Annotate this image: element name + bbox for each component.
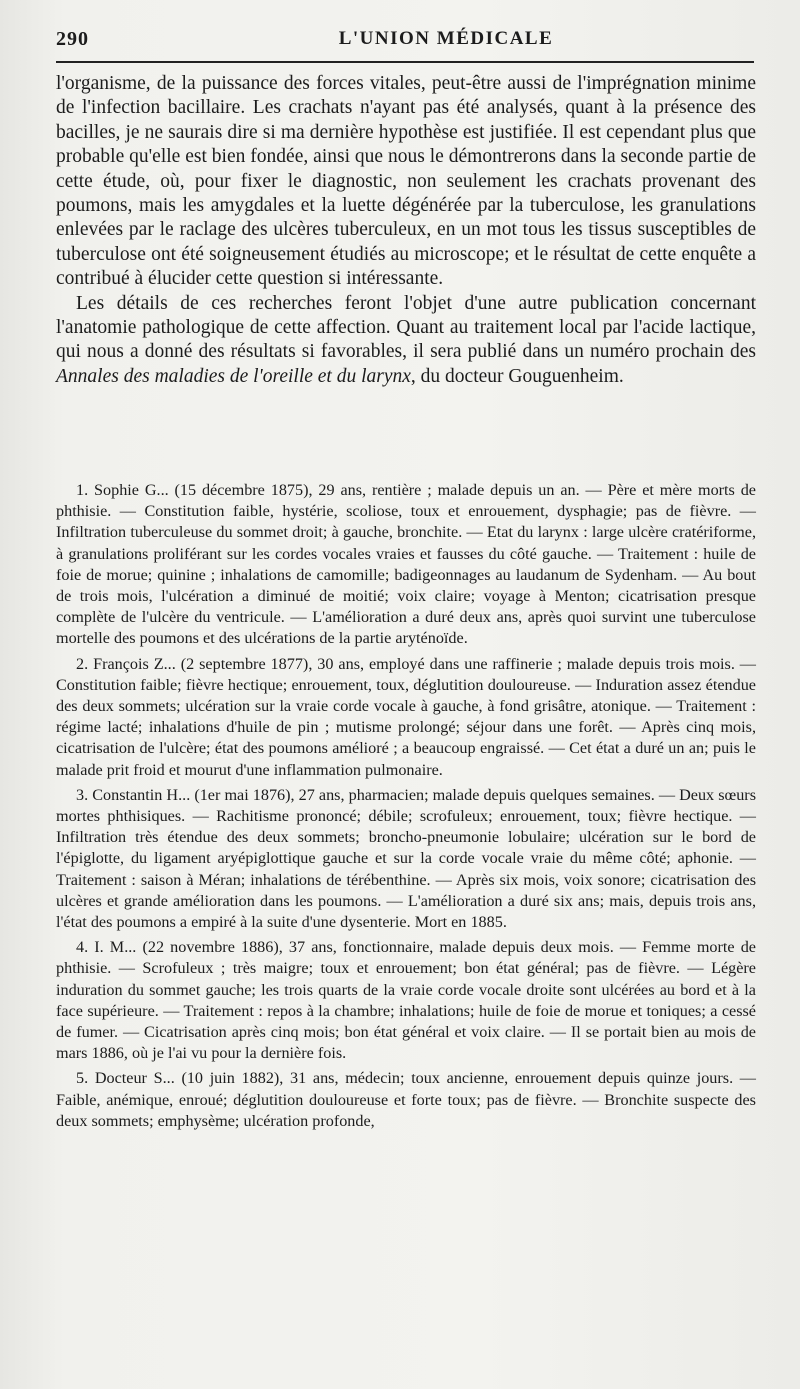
header-rule <box>56 61 754 63</box>
observation-1: 1. Sophie G... (15 décembre 1875), 29 ans, rentière ; malade depuis un an. — Père et mère morts de phthisie. — Constitution faible, hystérie, scoliose, toux et enrouement, dysphagie; pas de fièvre. — Infiltration tuberculeuse du sommet droit; à gauche, bronchite. — Etat du larynx : large ulcère cratériforme, à granulations proliférant sur les cordes vocales vraies et fausses du côté gauche. — Traitement : huile de foie de morue; quinine ; inhalations de camomille; badigeonnages au laudanum de Sydenham. — Au bout de trois mois, l'ulcération a diminué de moitié; voix claire; voyage à Menton; cicatrisation presque complète de l'ulcère du ventricule. — L'amélioration a duré deux ans, après quoi survint une tuberculose mortelle des poumons et des ulcérations de la partie aryténoïde. <box>56 481 756 648</box>
paragraph-1: l'organisme, de la puissance des forces vitales, peut-être aussi de l'imprégnation minime de l'infection bacillaire. Les crachats n'ayant pas été analysés, quant à la présence des bacilles, je ne saurais dire si ma dernière hypothèse est justifiée. Il est cependant plus que probable qu'elle est bien fondée, ainsi que nous le démontrerons dans la seconde partie de cette étude, où, pour fixer le diagnostic, non seulement les crachats provenant des poumons, mais les amygdales et la luette dégénérée par la tuberculose, les granulations enlevées par le raclage des ulcères tuberculeux, en un mot tous les tissus susceptibles de tuberculose ont été soigneusement étudiés au microscope; et le résultat de cette enquête a contribué à élucider cette question si intéressante. <box>56 73 756 290</box>
observation-3: 3. Constantin H... (1er mai 1876), 27 ans, pharmacien; malade depuis quelques semaines. — Deux sœurs mortes phthisiques. — Rachitisme prononcé; débile; scrofuleux; enrouement, toux; fièvre hectique. — Infiltration très étendue des deux sommets; broncho-pneumonie lobulaire; ulcération sur le bord de l'épiglotte, du ligament aryépiglottique gauche et sur la corde vocale vraie du même côté; aphonie. — Traitement : saison à Méran; inhalations de térébenthine. — Après six mois, voix sonore; cicatrisation des ulcères et grande amélioration dans les poumons. — L'amélioration a duré six ans; mais, depuis trois ans, l'état des poumons a empiré à la suite d'une dysenterie. Mort en 1885. <box>56 785 756 932</box>
observations-list <box>56 480 756 1136</box>
observation-2: 2. François Z... (2 septembre 1877), 30 ans, employé dans une raffinerie ; malade depuis trois mois. — Constitution faible; fièvre hectique; enrouement, toux, déglutition douloureuse. — Induration assez étendue des deux sommets; ulcération sur la vraie corde vocale à gauche, à fond grisâtre, atonique. — Traitement : régime lacté; inhalations d'huile de pin ; mutisme prolongé; séjour dans une forêt. — Après cinq mois, cicatrisation de l'ulcère; état des poumons amélioré ; a beaucoup engraissé. — Cet état a duré un an; puis le malade prit froid et mourut d'une inflammation pulmonaire. <box>56 654 756 779</box>
observation-5: 5. Docteur S... (10 juin 1882), 31 ans, médecin; toux ancienne, enrouement depuis quinze jours. — Faible, anémique, enroué; déglutition douloureuse et forte toux; pas de fièvre. — Bronchite suspecte des deux sommets; emphysème; ulcération profonde, <box>56 1069 756 1130</box>
journal-title: Annales des maladies de l'oreille et du larynx <box>56 365 411 387</box>
page-header <box>56 24 756 56</box>
paragraph-2 <box>56 292 756 390</box>
running-title: L'UNION MÉDICALE <box>338 28 554 49</box>
page-number: 290 <box>56 28 89 50</box>
paragraph-2-start: Les détails de ces recherches feront l'objet d'une autre publication concernant l'anatomie pathologique de cette affection. Quant au traitement local par l'acide lactique, qui nous a donné des résultats si favorables, il sera publié dans un numéro prochain des <box>56 292 756 363</box>
paragraph-2-end: , du docteur Gouguenheim. <box>410 365 624 387</box>
observation-4: 4. I. M... (22 novembre 1886), 37 ans, fonctionnaire, malade depuis deux mois. — Femme morte de phthisie. — Scrofuleux ; très maigre; toux et enrouement; bon état général; pas de fièvre. — Légère induration du sommet gauche; les trois quarts de la vraie corde vocale droite sont ulcérées au bord et à la face supérieure. — Traitement : repos à la chambre; inhalations; huile de foie de morue et toniques; a cessé de fumer. — Cicatrisation après cinq mois; bon état général et voix claire. — Il se portait bien au mois de mars 1886, où je l'ai vu pour la dernière fois. <box>56 938 756 1063</box>
main-text <box>56 72 756 389</box>
